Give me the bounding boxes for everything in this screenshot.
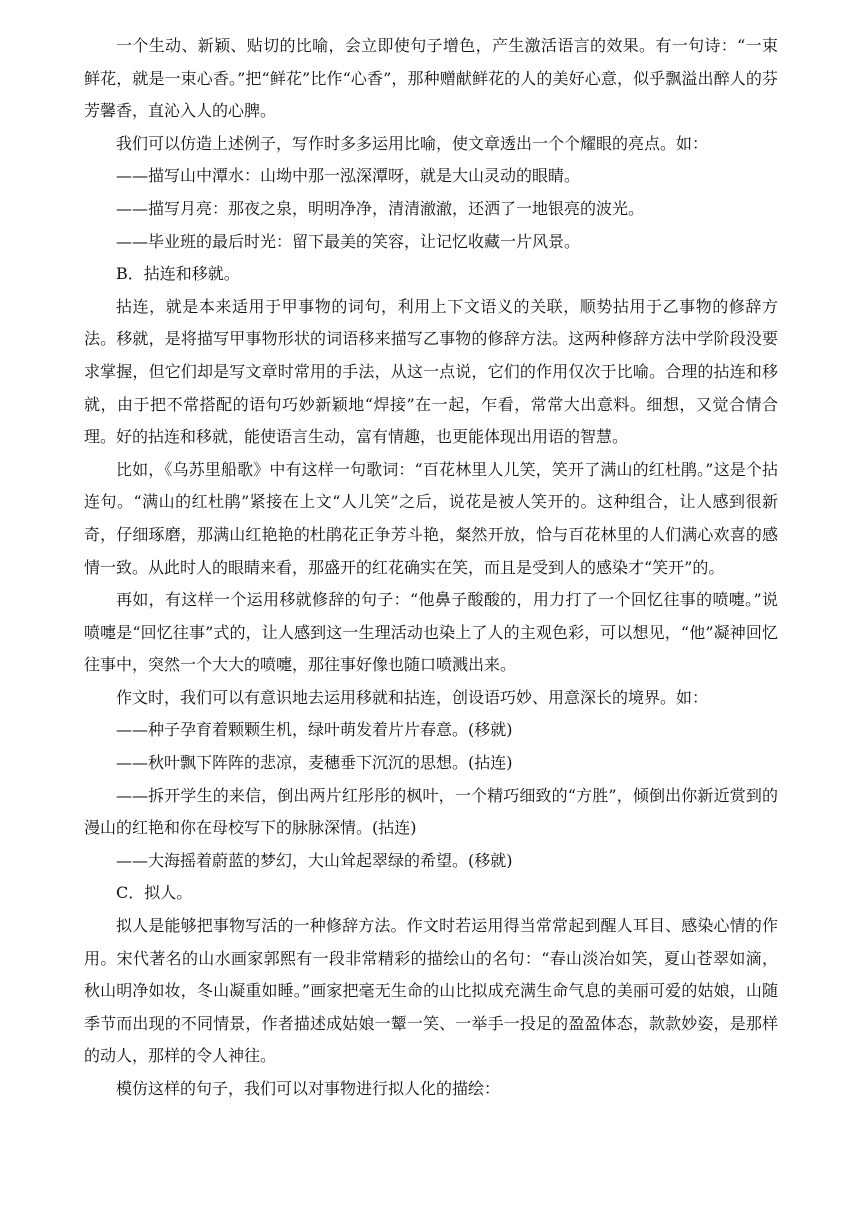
paragraph-metaphor-intro: 一个生动、新颖、贴切的比喻，会立即使句子增色，产生激活语言的效果。有一句诗：“一束鲜花，就是一束心香。”把“鲜花”比作“心香”，那种赠献鲜花的人的美好心意，似乎飘溢出醉人的芬芳馨香，直沁入人的心脾。 [84, 36, 778, 121]
paragraph-metaphor-practice: 我们可以仿造上述例子，写作时多多运用比喻，使文章透出一个个耀眼的亮点。如： [116, 133, 709, 153]
section-heading-c: C．拟人。 [116, 883, 193, 903]
example-moon: ——描写月亮：那夜之泉，明明净净，清清澈澈，还洒了一地银亮的波光。 [116, 198, 645, 218]
example-autumn-leaf: ——秋叶飘下阵阵的悲凉，麦穗垂下沉沉的思想。(拈连) [116, 753, 513, 773]
paragraph-zeugma-definition: 拈连，就是本来适用于甲事物的词句，利用上下文语义的关联，顺势拈用于乙事物的修辞方法。移就，是将描写甲事物形状的词语移来描写乙事物的修辞方法。这两种修辞方法中学阶段没要求掌握，但它们却是写文章时常用的手法，从这一点说，它们的作用仅次于比喻。合理的拈连和移就，由于把不常搭配的语句巧妙新颖地“焊接”在一起，乍看，常常大出意料。细想，又觉合情合理。好的拈连和移就，能使语言生动，富有情趣，也更能体现出用语的智慧。 [84, 296, 778, 447]
example-sea: ——大海摇着蔚蓝的梦幻，大山耸起翠绿的希望。(移就) [116, 850, 513, 870]
paragraph-imitation: 模仿这样的句子，我们可以对事物进行拟人化的描绘： [116, 1079, 501, 1098]
example-seed: ——种子孕育着颗颗生机，绿叶萌发着片片春意。(移就) [116, 720, 513, 740]
example-graduation: ——毕业班的最后时光：留下最美的笑容，让记忆收藏一片风景。 [116, 231, 581, 251]
example-pond: ——描写山中潭水：山坳中那一泓深潭呀，就是大山灵动的眼睛。 [116, 166, 581, 186]
paragraph-sneeze-example: 再如，有这样一个运用移就修辞的句子：“他鼻子酸酸的，用力打了一个回忆往事的喷嚏。”说喷嚏是“回忆往事”式的，让人感到这一生理活动也染上了人的主观色彩，可以想见，“他”凝神回忆往事中，突然一个大大的喷嚏，那往事好像也随口喷溅出来。 [84, 590, 778, 675]
paragraph-writing-advice: 作文时，我们可以有意识地去运用移就和拈连，创设语巧妙、用意深长的境界。如： [116, 687, 709, 707]
paragraph-song-example: 比如，《乌苏里船歌》中有这样一句歌词：“百花林里人儿笑，笑开了满山的红杜鹃。”这是个拈连句。“满山的红杜鹃”紧接在上文“人儿笑”之后，说花是被人笑开的。这种组合，让人感到很新奇，仔细琢磨，那满山红艳艳的杜鹃花正争芳斗艳，粲然开放，恰与百花林里的人们满心欢喜的感情一致。从此时人的眼睛来看，那盛开的红花确实在笑，而且是受到人的感染才“笑开”的。 [84, 459, 778, 577]
example-letter: ——拆开学生的来信，倒出两片红彤彤的枫叶，一个精巧细致的“方胜”，倾倒出你新近赏到的漫山的红艳和你在母校写下的脉脉深情。(拈连) [84, 785, 778, 838]
paragraph-personification: 拟人是能够把事物写活的一种修辞方法。作文时若运用得当常常起到醒人耳目、感染心情的作用。宋代著名的山水画家郭熙有一段非常精彩的描绘山的名句：“春山淡冶如笑，夏山苍翠如滴，秋山明净如妆，冬山凝重如睡。”画家把毫无生命的山比拟成充满生命气息的美丽可爱的姑娘，山随季节而出现的不同情景，作者描述成姑娘一颦一笑、一举手一投足的盈盈体态，款款妙姿，是那样的动人，那样的令人神往。 [84, 916, 778, 1066]
section-heading-b: B．拈连和移就。 [116, 264, 240, 284]
